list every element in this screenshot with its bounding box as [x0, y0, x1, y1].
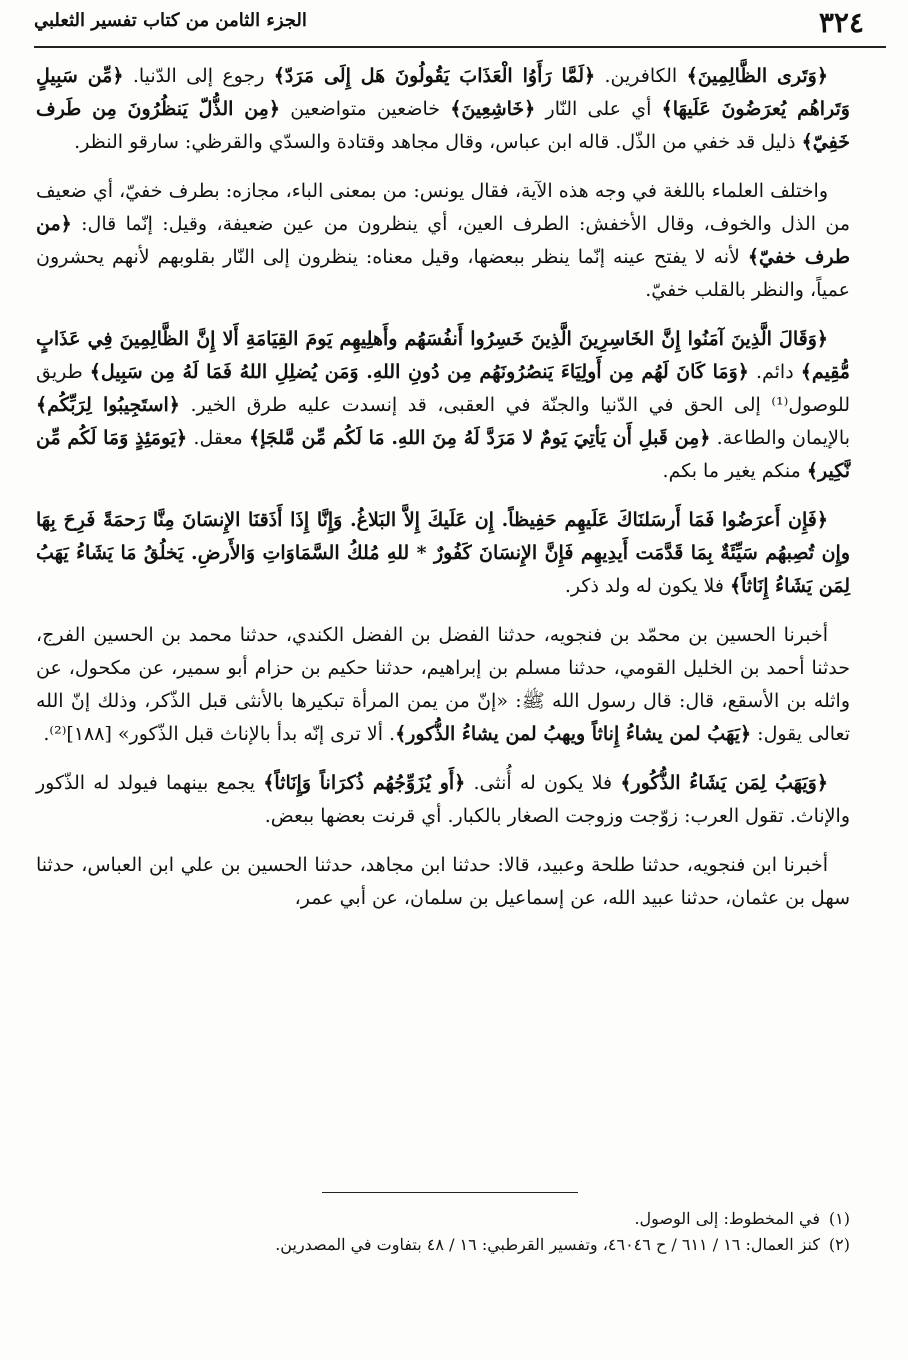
commentary-text: معقل. — [187, 427, 250, 449]
page-number: ٣٢٤ — [818, 6, 864, 39]
paragraph — [36, 767, 850, 833]
paragraph — [36, 323, 850, 488]
quran-verse: ﴿يَومَئِذٍ وَمَا لَكُم مِّن نَّكِير﴾ — [36, 427, 850, 482]
commentary-text: خاضعين متواضعين — [280, 98, 451, 120]
paragraph — [36, 504, 850, 603]
quran-verse: ﴿مِن قَبلِ أَن يَأتِيَ يَومٌ لا مَرَدَّ لَهُ مِنَ اللهِ. مَا لَكُم مِّن مَّلجَإ﴾ — [249, 427, 711, 449]
quran-verse: ﴿وَتَرى الظَّالِمِينَ﴾ — [686, 65, 828, 87]
quran-verse: ﴿أَو يُزَوِّجُهُم ذُكرَاناً وَإِنَاثاً﴾ — [263, 772, 466, 794]
commentary-text: بالإيمان والطاعة. — [710, 427, 850, 449]
paragraph — [36, 849, 850, 915]
header-rule — [34, 46, 886, 48]
quran-verse: ﴿فَإِن أَعرَضُوا فَمَا أَرسَلنَاكَ عَلَيهِم حَفِيظاً. إِن عَلَيكَ إِلاَّ البَلاغُ. وَإِنَّا إِذَا أَذَقنَا الإِنسَانَ مِنَّا رَحمَةً فَرِحَ بِهَا وإِن تُصِبهُم سَيِّئَةٌ بِمَا قَدَّمَت أَيدِيهِم فَإِنَّ الإِنسَانَ كَفُورٌ * للهِ مُلكُ السَّمَاوَاتِ وَالأَرضِ. يَخلُقُ مَا يَشَاءُ يَهَبُ لِمَن يَشَاءُ إِنَاثاً﴾ — [36, 509, 850, 597]
quran-verse: ﴿استَجِيبُوا لِرَبِّكُم﴾ — [36, 394, 180, 416]
commentary-text: رجوع إلى الدّنيا. — [123, 65, 274, 87]
footnote — [40, 1206, 850, 1232]
quran-verse: ﴿وَقَالَ الَّذِينَ آمَنُوا إِنَّ الخَاسِرِينَ الَّذِينَ خَسِرُوا أَنفُسَهُم وأَهلِيهِم يَومَ القِيَامَةِ أَلا إِنَّ الظَّالِمِينَ فِي عَذَابٍ مُّقِيم﴾ — [36, 328, 850, 383]
quran-verse: ﴿مِن الذُّلّ يَنظُرُونَ مِن طَرف خَفِيّ﴾ — [36, 98, 850, 153]
commentary-text: ذليل قد خفي من الذّل. قاله ابن عباس، وقال مجاهد وقتادة والسدّي والقرظي: سارقو النظر. — [74, 131, 802, 153]
footnote-number: (١) — [828, 1209, 850, 1228]
quran-verse: ﴿مِّن سَبِيلٍ وَتَراهُم يُعرَضُونَ عَلَيهَا﴾ — [36, 65, 850, 120]
commentary-text: طريق للوصول⁽¹⁾ إلى الحق في الدّنيا والجنّة في العقبى، قد إنسدت عليه طرق الخير. — [36, 361, 850, 416]
commentary-text: فلا يكون له ولد ذكر. — [564, 575, 730, 597]
quran-verse: ﴿لَمَّا رَأَوُا الْعَذَابَ يَقُولُونَ هَل إِلَى مَرَدّ﴾ — [273, 65, 596, 87]
commentary-text: واختلف العلماء باللغة في وجه هذه الآية، فقال يونس: من بمعنى الباء، مجازه: بطرف خفيّ، أي ضعيف من الذل والخوف، وقال الأخفش: الطرف العين، أي ينظرون من عين ضعيفة، وقيل: إنّما قال: — [36, 180, 850, 235]
running-title: الجزء الثامن من كتاب تفسير الثعلبي — [34, 10, 307, 31]
quran-verse: ﴿يَهَبُ لمن يشاءُ إِناثاً ويهبُ لمن يشاءُ الذُّكور﴾ — [395, 723, 752, 745]
commentary-text: . ألا ترى إنّه بدأ بالإناث قبل الذّكور» [١٨٨]⁽²⁾. — [43, 723, 396, 745]
main-text — [36, 60, 850, 931]
footnote-separator — [322, 1192, 578, 1193]
commentary-text: دائم. — [748, 361, 801, 383]
quran-verse: ﴿وَيَهَبُ لِمَن يَشَاءُ الذُّكُور﴾ — [620, 772, 828, 794]
commentary-text: أخبرنا ابن فنجويه، حدثنا طلحة وعبيد، قالا: حدثنا ابن مجاهد، حدثنا الحسين بن علي ابن العباس، حدثنا سهل بن عثمان، حدثنا عبيد الله، عن إسماعيل بن سلمان، عن أبي عمر، — [36, 854, 850, 909]
footnote-text: كنز العمال: ١٦ / ٦١١ / ح ٤٦٠٤٦، وتفسير القرطبي: ١٦ / ٤٨ بتفاوت في المصدرين. — [275, 1235, 820, 1254]
footnote — [40, 1232, 850, 1258]
footnotes — [40, 1206, 850, 1258]
commentary-text: فلا يكون له أُنثى. — [465, 772, 621, 794]
page-header — [34, 6, 878, 44]
commentary-text: الكافرين. — [595, 65, 687, 87]
paragraph — [36, 175, 850, 307]
quran-verse: ﴿وَمَا كَانَ لَهُم مِن أَولِيَاءَ يَنصُرُونَهُم مِن دُونِ اللهِ. وَمَن يُضلِلِ اللهُ فَمَا لَهُ مِن سَبِيل﴾ — [89, 361, 749, 383]
quran-verse: ﴿من طرف خفيّ﴾ — [36, 213, 850, 268]
footnote-number: (٢) — [828, 1235, 850, 1254]
quran-verse: ﴿خَاشِعِينَ﴾ — [450, 98, 536, 120]
commentary-text: أي على النّار — [535, 98, 662, 120]
commentary-text: أخبرنا الحسين بن محمّد بن فنجويه، حدثنا الفضل بن الفضل الكندي، حدثنا محمد بن الحسين الفرج، حدثنا أحمد بن الخليل القومي، حدثنا مسلم بن إبراهيم، حدثنا حكيم بن حزام أبو سمير، عن مكحول، عن واثله بن الأسقع، قال: قال رسول الله ﷺ: «إنّ من يمن المرأة تبكيرها بالأنثى قبل الذّكر، وذلك إنّ الله تعالى يقول: — [36, 624, 850, 745]
paragraph — [36, 60, 850, 159]
footnote-text: في المخطوط: إلى الوصول. — [634, 1209, 820, 1228]
commentary-text: منكم يغير ما بكم. — [662, 460, 807, 482]
paragraph — [36, 619, 850, 751]
commentary-text: لأنه لا يفتح عينه إنّما ينظر ببعضها، وقيل معناه: ينظرون إلى النّار بقلوبهم لأنهم يحشرون عمياً، والنظر بالقلب خفيّ. — [36, 246, 850, 301]
commentary-text: يجمع بينهما فيولد له الذّكور والإناث. تقول العرب: زوّجت وزوجت الصغار بالكبار. أي قرنت بعضها ببعض. — [36, 772, 850, 827]
